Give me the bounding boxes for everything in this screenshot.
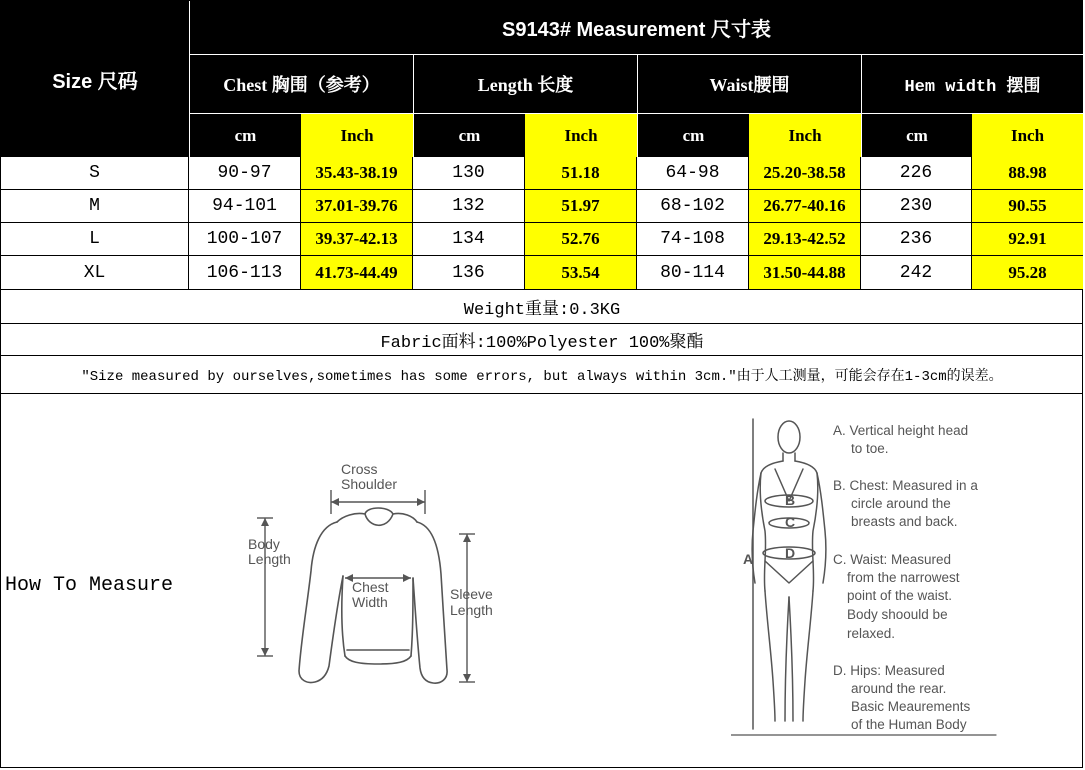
hem-inch-cell: 88.98 [972, 157, 1083, 190]
waist-description: point of the waist. [847, 588, 953, 603]
waist-inch-cell: 29.13-42.52 [749, 223, 861, 256]
length-cm-cell: 136 [413, 256, 525, 290]
waist-description: from the narrowest [847, 570, 960, 585]
cross-shoulder-label: Shoulder [341, 476, 398, 492]
height-description: A. Vertical height head [833, 423, 969, 438]
hem-inch-cell: 95.28 [972, 256, 1083, 290]
how-to-measure-label: How To Measure [5, 573, 174, 597]
length-inch-cell: 51.97 [525, 190, 637, 223]
chest-width-label: Width [352, 594, 388, 610]
marker-c: C [785, 514, 796, 530]
hem-cm-cell: 230 [861, 190, 972, 223]
chest-inch-cell: 41.73-44.49 [301, 256, 413, 290]
length-cm-cell: 132 [413, 190, 525, 223]
chest-description: B. Chest: Measured in a [833, 478, 978, 493]
chest-width-label: Chest [352, 579, 389, 595]
length-header: Length 长度 [413, 54, 637, 113]
chest-cm-cell: 94-101 [189, 190, 301, 223]
waist-inch-cell: 31.50-44.88 [749, 256, 861, 290]
chest-inch-cell: 39.37-42.13 [301, 223, 413, 256]
size-cell: S [1, 157, 189, 190]
sleeve-length-label: Length [450, 602, 493, 618]
hem-cm-unit: cm [861, 113, 972, 157]
chest-inch-cell: 37.01-39.76 [301, 190, 413, 223]
marker-d: D [785, 545, 796, 561]
hem-width-header: Hem width 摆围 [861, 54, 1083, 113]
waist-inch-cell: 25.20-38.58 [749, 157, 861, 190]
fabric-note: Fabric面料:100%Polyester 100%聚酯 [1, 324, 1083, 356]
chart-title: S9143# Measurement 尺寸表 [189, 1, 1083, 54]
body-length-label: Body [248, 536, 280, 552]
measurement-disclaimer: "Size measured by ourselves,sometimes has some errors, but always within 3cm."由于人工测量，可能会存在1-3cm的误差。 [1, 356, 1083, 394]
chest-cm-cell: 90-97 [189, 157, 301, 190]
hem-cm-cell: 226 [861, 157, 972, 190]
waist-inch-unit: Inch [749, 113, 861, 157]
waist-description: C. Waist: Measured [833, 552, 952, 567]
length-inch-unit: Inch [525, 113, 637, 157]
waist-cm-unit: cm [637, 113, 749, 157]
marker-b: B [785, 492, 796, 508]
length-inch-cell: 52.76 [525, 223, 637, 256]
chest-cm-unit: cm [189, 113, 301, 157]
waist-cm-cell: 80-114 [637, 256, 749, 290]
chest-cm-cell: 100-107 [189, 223, 301, 256]
chest-inch-unit: Inch [301, 113, 413, 157]
hem-cm-cell: 236 [861, 223, 972, 256]
height-description: to toe. [851, 441, 889, 456]
size-cell: M [1, 190, 189, 223]
marker-a: A [743, 551, 754, 567]
hips-description: Basic Meaurements [851, 699, 971, 714]
size-cell: XL [1, 256, 189, 290]
hem-cm-cell: 242 [861, 256, 972, 290]
hips-description: around the rear. [851, 681, 947, 696]
hem-inch-cell: 90.55 [972, 190, 1083, 223]
waist-cm-cell: 74-108 [637, 223, 749, 256]
length-cm-cell: 134 [413, 223, 525, 256]
chest-header: Chest 胸围（参考） [189, 54, 413, 113]
hem-inch-unit: Inch [972, 113, 1083, 157]
size-cell: L [1, 223, 189, 256]
length-inch-cell: 53.54 [525, 256, 637, 290]
sleeve-length-label: Sleeve [450, 586, 493, 602]
body-length-label: Length [248, 551, 291, 567]
hips-description: D. Hips: Measured [833, 663, 945, 678]
waist-inch-cell: 26.77-40.16 [749, 190, 861, 223]
chest-cm-cell: 106-113 [189, 256, 301, 290]
waist-description: relaxed. [847, 626, 896, 641]
chest-description: breasts and back. [851, 514, 958, 529]
cross-shoulder-label: Cross [341, 461, 378, 477]
length-inch-cell: 51.18 [525, 157, 637, 190]
hips-description: of the Human Body [851, 717, 967, 732]
size-header: Size 尺码 [1, 1, 189, 157]
waist-cm-cell: 64-98 [637, 157, 749, 190]
sweater-diagram [241, 456, 516, 696]
weight-note: Weight重量:0.3KG [1, 290, 1083, 324]
waist-cm-cell: 68-102 [637, 190, 749, 223]
waist-header: Waist腰围 [637, 54, 861, 113]
chest-description: circle around the [851, 496, 951, 511]
chest-inch-cell: 35.43-38.19 [301, 157, 413, 190]
length-cm-cell: 130 [413, 157, 525, 190]
waist-description: Body shoould be [847, 607, 948, 622]
body-diagram [731, 411, 1006, 741]
hem-inch-cell: 92.91 [972, 223, 1083, 256]
length-cm-unit: cm [413, 113, 525, 157]
